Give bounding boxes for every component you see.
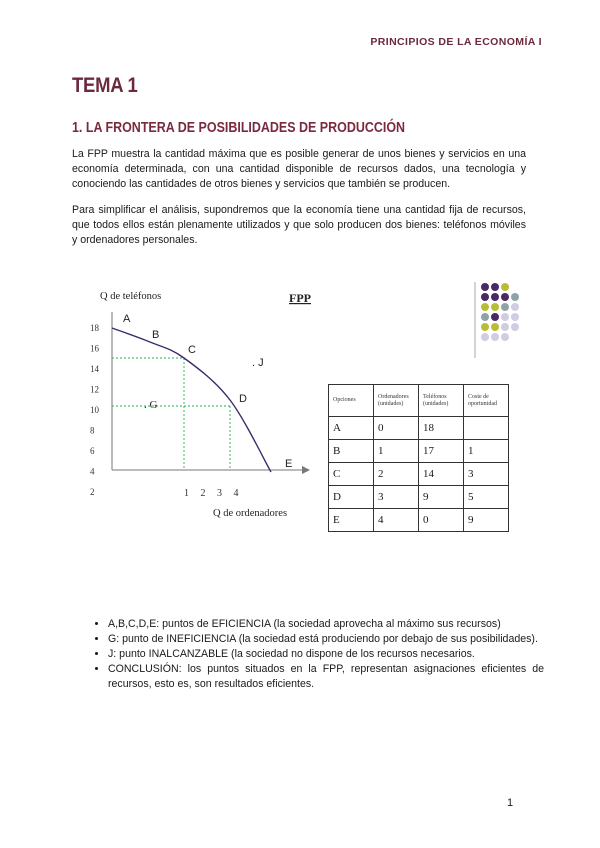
header-coste: Coste de oportunidad <box>464 385 509 417</box>
table-row <box>329 417 509 440</box>
decorative-dot <box>481 283 489 291</box>
decorative-dot <box>491 293 499 301</box>
table-cell: 4 <box>374 509 419 532</box>
y-axis-label: Q de teléfonos <box>100 291 162 302</box>
conclusions-list <box>90 617 544 692</box>
decorative-dot <box>501 313 509 321</box>
table-cell: 9 <box>464 509 509 532</box>
point-e-label: E <box>285 458 293 470</box>
decorative-dot <box>491 303 499 311</box>
decorative-dot <box>481 303 489 311</box>
options-table <box>328 384 509 532</box>
x-axis-label: Q de ordenadores <box>213 508 288 519</box>
table-cell: 17 <box>419 440 464 463</box>
fpp-chart <box>80 282 320 522</box>
point-c-label: C <box>188 344 196 356</box>
decorative-dot <box>491 283 499 291</box>
table-row <box>329 463 509 486</box>
table-cell: 0 <box>374 417 419 440</box>
table-cell: 5 <box>464 486 509 509</box>
decorative-dot <box>511 293 519 301</box>
table-cell: 3 <box>374 486 419 509</box>
table-cell: D <box>329 486 374 509</box>
table-cell: 14 <box>419 463 464 486</box>
y-tick-label: 18 <box>90 323 99 333</box>
table-row <box>329 486 509 509</box>
table-cell <box>464 417 509 440</box>
decorative-dot <box>501 333 509 341</box>
header-telefonos: Teléfonos (unidades) <box>419 385 464 417</box>
point-g-label: . G <box>144 399 158 411</box>
point-j-label: . J <box>252 357 264 369</box>
y-tick-label: 12 <box>90 384 99 395</box>
table-cell: 2 <box>374 463 419 486</box>
x-tick-label: 3 <box>217 488 222 499</box>
list-item: • G: punto de INEFICIENCIA (la sociedad está produciendo por debajo de sus posibilidades). <box>108 632 544 647</box>
header-options: Opciones <box>329 385 374 417</box>
list-item: • CONCLUSIÓN: los puntos situados en la FPP, representan asignaciones eficientes de recursos, esto es, son resultados eficientes. <box>108 662 544 692</box>
chart-title: FPP <box>289 291 311 305</box>
decorative-dot <box>481 293 489 301</box>
decorative-dot <box>511 303 519 311</box>
y-tick-label: 4 <box>90 466 95 477</box>
header-ordenadores: Ordenadores (unidades) <box>374 385 419 417</box>
decorative-dot <box>481 313 489 321</box>
y-tick-label: 2 <box>90 487 95 497</box>
page-title: TEMA 1 <box>72 74 138 97</box>
x-tick-label: 4 <box>233 488 239 499</box>
table-row <box>329 509 509 532</box>
table-cell: B <box>329 440 374 463</box>
list-item: • J: punto INALCANZABLE (la sociedad no dispone de los recursos necesarios. <box>108 647 544 662</box>
y-tick-label: 10 <box>90 405 99 415</box>
table-cell: E <box>329 509 374 532</box>
decorative-dot <box>501 303 509 311</box>
table-cell: 1 <box>464 440 509 463</box>
decorative-dot <box>491 333 499 341</box>
table-cell: 1 <box>374 440 419 463</box>
point-a-label: A <box>123 313 131 325</box>
table-cell: C <box>329 463 374 486</box>
list-item: • A,B,C,D,E: puntos de EFICIENCIA (la sociedad aprovecha al máximo sus recursos) <box>108 617 544 632</box>
table-cell: A <box>329 417 374 440</box>
y-tick-label: 16 <box>90 343 99 354</box>
decorative-dot <box>501 283 509 291</box>
section-title: 1. LA FRONTERA DE POSIBILIDADES DE PRODUCCIÓN <box>72 120 406 136</box>
point-d-label: D <box>239 393 247 405</box>
x-axis-arrow-icon <box>302 466 310 474</box>
decorative-dot <box>491 313 499 321</box>
paragraph-assumptions: Para simplificar el análisis, supondremos que la economía tiene una cantidad fija de recursos, que todos ellos están plenamente utilizados y que solo producen dos bienes: teléfonos móviles y ordenadores personales. <box>72 204 526 246</box>
page-number: 1 <box>507 797 514 809</box>
decorative-dots <box>474 282 530 358</box>
x-tick-label: 1 <box>184 488 189 499</box>
table-cell: 9 <box>419 486 464 509</box>
y-tick-label: 8 <box>90 425 95 436</box>
table-cell: 3 <box>464 463 509 486</box>
y-tick-label: 14 <box>90 364 99 374</box>
course-header: PRINCIPIOS DE LA ECONOMÍA I <box>370 36 542 48</box>
decorative-dot <box>511 313 519 321</box>
table-cell: 0 <box>419 509 464 532</box>
table-header-row <box>329 385 509 417</box>
y-tick-label: 6 <box>90 446 95 456</box>
decorative-dot <box>501 293 509 301</box>
decorative-dot <box>501 323 509 331</box>
table-cell: 18 <box>419 417 464 440</box>
paragraph-definition: La FPP muestra la cantidad máxima que es posible generar de unos bienes y servicios en una economía determinada, con una cantidad disponible de recursos dados, una tecnología y conociendo las cantidades de otros bienes y servicios que también se producen. <box>72 148 526 190</box>
decorative-dot <box>481 333 489 341</box>
point-b-label: B <box>152 329 160 341</box>
table-row <box>329 440 509 463</box>
x-tick-label: 2 <box>200 488 206 499</box>
decorative-dot <box>481 323 489 331</box>
decorative-dot <box>491 323 499 331</box>
decorative-dot <box>511 323 519 331</box>
